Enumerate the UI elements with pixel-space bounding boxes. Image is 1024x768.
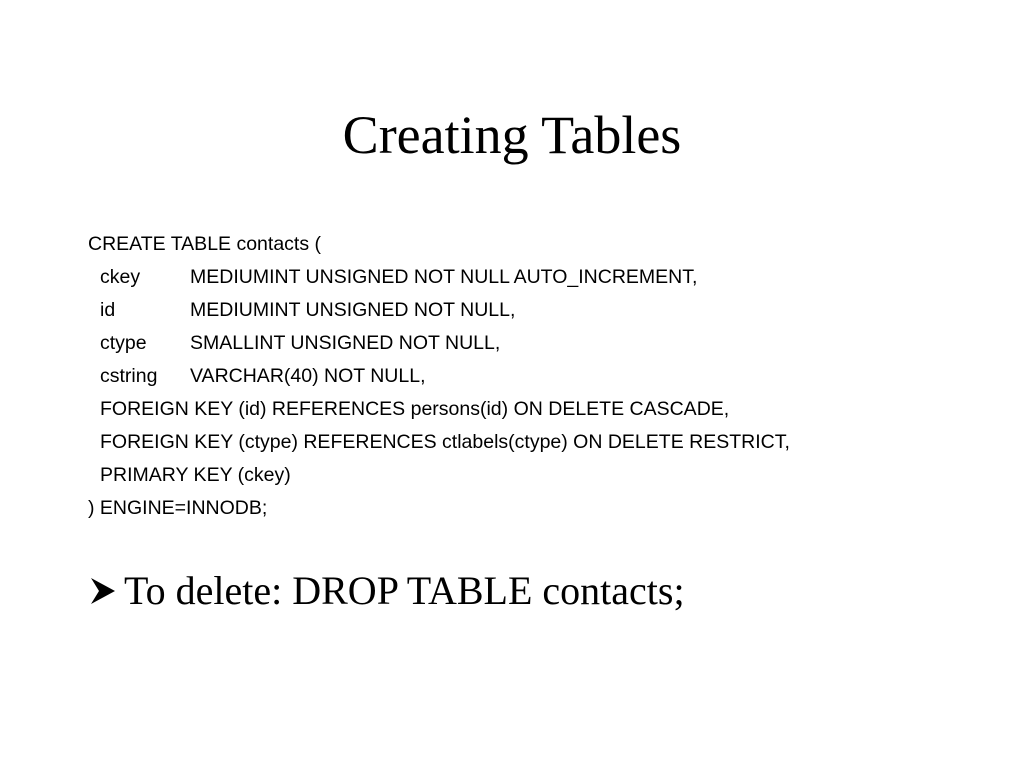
column-type: MEDIUMINT UNSIGNED NOT NULL AUTO_INCREMENT, bbox=[190, 266, 698, 288]
column-name: ctype bbox=[100, 332, 147, 354]
bullet-text: To delete: DROP TABLE contacts; bbox=[124, 568, 685, 613]
column-name: ckey bbox=[100, 266, 141, 288]
column-definition bbox=[88, 327, 790, 360]
column-definition bbox=[88, 261, 790, 294]
constraint-line: FOREIGN KEY (ctype) REFERENCES ctlabels(ctype) ON DELETE RESTRICT, bbox=[100, 431, 790, 453]
column-type: SMALLINT UNSIGNED NOT NULL, bbox=[190, 332, 501, 354]
code-line-open: CREATE TABLE contacts ( bbox=[88, 233, 321, 255]
bullet-point bbox=[88, 565, 685, 617]
column-type: VARCHAR(40) NOT NULL, bbox=[190, 365, 426, 387]
column-name: cstring bbox=[100, 365, 158, 387]
constraint-line: PRIMARY KEY (ckey) bbox=[100, 464, 291, 486]
sql-code-block bbox=[88, 228, 790, 525]
arrow-bullet-icon bbox=[88, 576, 118, 606]
column-definition bbox=[88, 360, 790, 393]
code-line-close: ) ENGINE=INNODB; bbox=[88, 497, 268, 519]
constraint-line: FOREIGN KEY (id) REFERENCES persons(id) ON DELETE CASCADE, bbox=[100, 398, 730, 420]
column-type: MEDIUMINT UNSIGNED NOT NULL, bbox=[190, 299, 516, 321]
column-name: id bbox=[100, 299, 116, 321]
slide-title: Creating Tables bbox=[342, 105, 682, 165]
column-definition bbox=[88, 294, 790, 327]
